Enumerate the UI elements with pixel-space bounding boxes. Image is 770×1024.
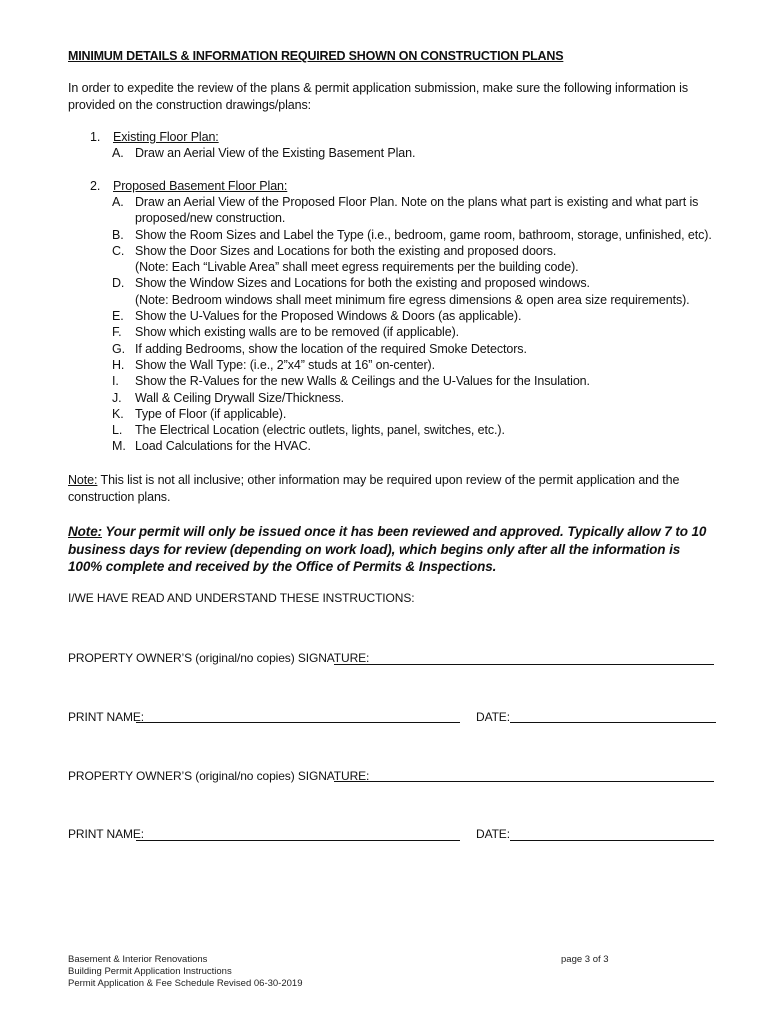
item-letter: F. (112, 325, 122, 340)
date-line-1[interactable] (510, 722, 716, 723)
section-heading: Existing Floor Plan: (113, 130, 219, 144)
note-label: Note: (68, 524, 102, 539)
footer-line: Building Permit Application Instructions (68, 966, 232, 977)
page-number: page 3 of 3 (561, 954, 609, 965)
item-letter: M. (112, 439, 126, 454)
note-permit-issuance (68, 523, 708, 576)
item-text: Show the Door Sizes and Locations for both the existing and proposed doors. (135, 243, 557, 258)
item-letter: K. (112, 406, 124, 421)
footer-line: Basement & Interior Renovations (68, 954, 208, 965)
item-letter: I. (112, 374, 119, 389)
item-letter: C. (112, 243, 125, 258)
owner-signature-line-1[interactable] (334, 664, 714, 665)
item-letter: L. (112, 423, 123, 438)
acknowledgement-statement: I/WE HAVE READ AND UNDERSTAND THESE INSTRUCTIONS: (68, 591, 415, 605)
note-text: This list is not all inclusive; other information may be required upon review of the permit application and the construction plans. (68, 473, 680, 504)
print-name-line-1[interactable] (136, 722, 460, 723)
note-text: Your permit will only be issued once it has been reviewed and approved. Typically allow 7 to 10 business days for review (depending on work load), which begins only after all the information is 100% complete and received by the Office of Permits & Inspections. (68, 524, 707, 574)
owner-signature-label-2: PROPERTY OWNER’S (original/no copies) SIGNATURE: (68, 769, 370, 783)
item-letter: D. (112, 276, 125, 291)
item-text: Show the Room Sizes and Label the Type (i.e., bedroom, game room, bathroom, storage, unfinished, etc). (135, 227, 712, 242)
item-text: (Note: Each “Livable Area” shall meet egress requirements per the building code). (135, 260, 579, 275)
item-letter: E. (112, 309, 124, 324)
print-name-label-1: PRINT NAME: (68, 710, 145, 724)
intro-paragraph: In order to expedite the review of the plans & permit application submission, make sure the following information is provided on the construction drawings/plans: (68, 81, 688, 112)
note-not-inclusive (68, 472, 718, 505)
date-label-1: DATE: (476, 710, 510, 724)
date-label-2: DATE: (476, 827, 510, 841)
item-text: Show which existing walls are to be removed (if applicable). (135, 325, 460, 340)
item-text: Show the R-Values for the new Walls & Ceilings and the U-Values for the Insulation. (135, 374, 590, 389)
item-text: proposed/new construction. (135, 211, 286, 226)
print-name-line-2[interactable] (136, 840, 460, 841)
item-letter: J. (112, 390, 122, 405)
item-text: Draw an Aerial View of the Existing Basement Plan. (135, 146, 416, 160)
section-number: 1. (90, 130, 101, 144)
item-letter: A. (112, 195, 124, 209)
item-text: If adding Bedrooms, show the location of the required Smoke Detectors. (135, 341, 527, 356)
item-text: (Note: Bedroom windows shall meet minimum fire egress dimensions & open area size requirements). (135, 292, 690, 307)
item-text: Draw an Aerial View of the Proposed Floor Plan. Note on the plans what part is existing and what part is (135, 195, 699, 209)
note-label: Note: (68, 473, 98, 487)
item-letter: G. (112, 341, 125, 356)
section-heading: Proposed Basement Floor Plan: (113, 179, 288, 193)
item-letter: H. (112, 357, 125, 372)
section-number: 2. (90, 179, 101, 193)
footer-line: Permit Application & Fee Schedule Revised 06-30-2019 (68, 978, 303, 989)
date-line-2[interactable] (510, 840, 714, 841)
page-title: MINIMUM DETAILS & INFORMATION REQUIRED SHOWN ON CONSTRUCTION PLANS (68, 49, 564, 63)
item-text: Load Calculations for the HVAC. (135, 439, 311, 454)
item-text: The Electrical Location (electric outlets, lights, panel, switches, etc.). (135, 423, 505, 438)
item-letter: A. (112, 146, 124, 160)
owner-signature-line-2[interactable] (334, 781, 714, 782)
owner-signature-label-1: PROPERTY OWNER’S (original/no copies) SIGNATURE: (68, 651, 370, 665)
print-name-label-2: PRINT NAME: (68, 827, 145, 841)
item-text: Type of Floor (if applicable). (135, 406, 287, 421)
item-text: Wall & Ceiling Drywall Size/Thickness. (135, 390, 344, 405)
item-text: Show the Window Sizes and Locations for both the existing and proposed windows. (135, 276, 590, 291)
page-footer (68, 954, 302, 990)
item-text: Show the Wall Type: (i.e., 2”x4” studs at 16” on-center). (135, 357, 435, 372)
item-letter: B. (112, 227, 124, 242)
item-text: Show the U-Values for the Proposed Windows & Doors (as applicable). (135, 309, 522, 324)
